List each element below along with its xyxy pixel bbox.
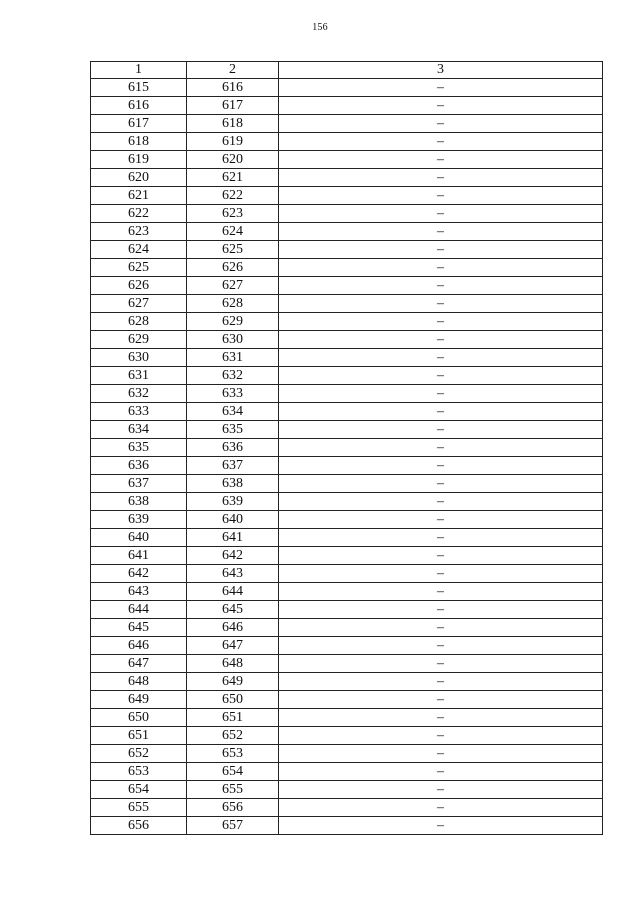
- table-cell-col-2: 655: [187, 781, 279, 799]
- table-cell-col-1: 646: [91, 637, 187, 655]
- table-cell-col-3: –: [279, 205, 603, 223]
- table-cell-col-3: –: [279, 529, 603, 547]
- table-cell-col-3: –: [279, 331, 603, 349]
- table-cell-col-2: 640: [187, 511, 279, 529]
- table-cell-col-2: 618: [187, 115, 279, 133]
- table-row: [91, 637, 603, 655]
- table-cell-col-3: –: [279, 493, 603, 511]
- column-header-3: 3: [279, 62, 603, 79]
- table-cell-col-2: 622: [187, 187, 279, 205]
- table-cell-col-1: 655: [91, 799, 187, 817]
- table-cell-col-1: 634: [91, 421, 187, 439]
- table-cell-col-1: 624: [91, 241, 187, 259]
- table-cell-col-3: –: [279, 691, 603, 709]
- table-row: [91, 133, 603, 151]
- table-cell-col-1: 656: [91, 817, 187, 835]
- table-cell-col-2: 647: [187, 637, 279, 655]
- table-cell-col-1: 643: [91, 583, 187, 601]
- table-row: [91, 205, 603, 223]
- table-cell-col-3: –: [279, 313, 603, 331]
- table-row: [91, 655, 603, 673]
- table-cell-col-3: –: [279, 673, 603, 691]
- table-cell-col-3: –: [279, 781, 603, 799]
- table-cell-col-1: 654: [91, 781, 187, 799]
- table-row: [91, 439, 603, 457]
- table-cell-col-1: 632: [91, 385, 187, 403]
- table-row: [91, 115, 603, 133]
- table-cell-col-1: 644: [91, 601, 187, 619]
- table-cell-col-1: 641: [91, 547, 187, 565]
- table-cell-col-2: 638: [187, 475, 279, 493]
- table-cell-col-1: 626: [91, 277, 187, 295]
- table-cell-col-2: 630: [187, 331, 279, 349]
- data-table: [90, 61, 603, 835]
- table-cell-col-1: 617: [91, 115, 187, 133]
- table-row: [91, 727, 603, 745]
- table-cell-col-3: –: [279, 511, 603, 529]
- table-row: [91, 745, 603, 763]
- table-cell-col-2: 624: [187, 223, 279, 241]
- table-cell-col-1: 631: [91, 367, 187, 385]
- table-cell-col-3: –: [279, 619, 603, 637]
- table-row: [91, 385, 603, 403]
- table-row: [91, 529, 603, 547]
- table-row: [91, 511, 603, 529]
- table-row: [91, 817, 603, 835]
- table-cell-col-1: 635: [91, 439, 187, 457]
- table-row: [91, 331, 603, 349]
- table-cell-col-2: 645: [187, 601, 279, 619]
- table-cell-col-3: –: [279, 277, 603, 295]
- table-cell-col-3: –: [279, 133, 603, 151]
- table-cell-col-2: 631: [187, 349, 279, 367]
- table-cell-col-1: 629: [91, 331, 187, 349]
- table-row: [91, 367, 603, 385]
- table-row: [91, 619, 603, 637]
- table-row: [91, 673, 603, 691]
- table-row: [91, 475, 603, 493]
- table-row: [91, 259, 603, 277]
- table-row: [91, 277, 603, 295]
- table-cell-col-3: –: [279, 727, 603, 745]
- table-cell-col-1: 621: [91, 187, 187, 205]
- table-row: [91, 493, 603, 511]
- table-body: [91, 79, 603, 835]
- table-cell-col-2: 637: [187, 457, 279, 475]
- table-cell-col-2: 642: [187, 547, 279, 565]
- table-cell-col-3: –: [279, 259, 603, 277]
- table-cell-col-2: 636: [187, 439, 279, 457]
- table-cell-col-3: –: [279, 385, 603, 403]
- table-cell-col-3: –: [279, 709, 603, 727]
- table-cell-col-1: 620: [91, 169, 187, 187]
- table-row: [91, 187, 603, 205]
- table-cell-col-2: 616: [187, 79, 279, 97]
- table-cell-col-3: –: [279, 475, 603, 493]
- table-row: [91, 97, 603, 115]
- table-cell-col-1: 652: [91, 745, 187, 763]
- table-cell-col-2: 621: [187, 169, 279, 187]
- table-cell-col-1: 633: [91, 403, 187, 421]
- table-cell-col-3: –: [279, 547, 603, 565]
- table-row: [91, 241, 603, 259]
- table-row: [91, 403, 603, 421]
- table-cell-col-2: 633: [187, 385, 279, 403]
- table-cell-col-2: 641: [187, 529, 279, 547]
- table-cell-col-1: 650: [91, 709, 187, 727]
- table-cell-col-1: 638: [91, 493, 187, 511]
- table-cell-col-2: 646: [187, 619, 279, 637]
- table-cell-col-3: –: [279, 763, 603, 781]
- table-cell-col-1: 615: [91, 79, 187, 97]
- table-cell-col-2: 634: [187, 403, 279, 421]
- table-cell-col-1: 642: [91, 565, 187, 583]
- table-cell-col-1: 653: [91, 763, 187, 781]
- table-row: [91, 763, 603, 781]
- table-row: [91, 313, 603, 331]
- table-row: [91, 601, 603, 619]
- table-cell-col-2: 651: [187, 709, 279, 727]
- table-row: [91, 547, 603, 565]
- table-cell-col-2: 628: [187, 295, 279, 313]
- table-cell-col-2: 626: [187, 259, 279, 277]
- table-cell-col-3: –: [279, 565, 603, 583]
- table-cell-col-3: –: [279, 349, 603, 367]
- table-row: [91, 565, 603, 583]
- table-cell-col-2: 643: [187, 565, 279, 583]
- table-cell-col-3: –: [279, 187, 603, 205]
- table-cell-col-1: 618: [91, 133, 187, 151]
- table-cell-col-2: 627: [187, 277, 279, 295]
- table-cell-col-3: –: [279, 169, 603, 187]
- table-cell-col-2: 648: [187, 655, 279, 673]
- table-cell-col-1: 628: [91, 313, 187, 331]
- table-cell-col-2: 650: [187, 691, 279, 709]
- table-cell-col-1: 630: [91, 349, 187, 367]
- table-cell-col-3: –: [279, 403, 603, 421]
- table-cell-col-1: 636: [91, 457, 187, 475]
- table-cell-col-3: –: [279, 79, 603, 97]
- table-cell-col-3: –: [279, 115, 603, 133]
- table-cell-col-3: –: [279, 817, 603, 835]
- table-cell-col-3: –: [279, 151, 603, 169]
- table-row: [91, 457, 603, 475]
- table-cell-col-3: –: [279, 439, 603, 457]
- table-cell-col-1: 637: [91, 475, 187, 493]
- table-cell-col-3: –: [279, 655, 603, 673]
- table-cell-col-1: 619: [91, 151, 187, 169]
- table-cell-col-2: 657: [187, 817, 279, 835]
- table-cell-col-2: 620: [187, 151, 279, 169]
- table-cell-col-1: 625: [91, 259, 187, 277]
- table-cell-col-3: –: [279, 223, 603, 241]
- table-row: [91, 295, 603, 313]
- table-cell-col-2: 623: [187, 205, 279, 223]
- table-row: [91, 583, 603, 601]
- table-header-row: [91, 62, 603, 79]
- table-cell-col-2: 632: [187, 367, 279, 385]
- table-cell-col-3: –: [279, 97, 603, 115]
- table-cell-col-2: 617: [187, 97, 279, 115]
- table-cell-col-1: 616: [91, 97, 187, 115]
- table-cell-col-1: 648: [91, 673, 187, 691]
- table-row: [91, 691, 603, 709]
- table-cell-col-3: –: [279, 583, 603, 601]
- table-cell-col-3: –: [279, 745, 603, 763]
- table-row: [91, 421, 603, 439]
- table-row: [91, 799, 603, 817]
- column-header-2: 2: [187, 62, 279, 79]
- table-cell-col-1: 622: [91, 205, 187, 223]
- table-cell-col-2: 625: [187, 241, 279, 259]
- column-header-1: 1: [91, 62, 187, 79]
- table-cell-col-2: 652: [187, 727, 279, 745]
- table-cell-col-1: 645: [91, 619, 187, 637]
- table-row: [91, 151, 603, 169]
- table-cell-col-3: –: [279, 295, 603, 313]
- table-cell-col-2: 656: [187, 799, 279, 817]
- table-cell-col-2: 654: [187, 763, 279, 781]
- table-cell-col-3: –: [279, 457, 603, 475]
- table-cell-col-3: –: [279, 421, 603, 439]
- table-row: [91, 349, 603, 367]
- table-cell-col-1: 640: [91, 529, 187, 547]
- table-cell-col-2: 653: [187, 745, 279, 763]
- table-cell-col-1: 649: [91, 691, 187, 709]
- page-number: 156: [312, 22, 328, 33]
- table-cell-col-3: –: [279, 241, 603, 259]
- table-cell-col-2: 649: [187, 673, 279, 691]
- table-cell-col-3: –: [279, 799, 603, 817]
- table-cell-col-2: 629: [187, 313, 279, 331]
- table-cell-col-2: 639: [187, 493, 279, 511]
- table-cell-col-3: –: [279, 601, 603, 619]
- table-cell-col-3: –: [279, 637, 603, 655]
- table-cell-col-1: 627: [91, 295, 187, 313]
- table-row: [91, 223, 603, 241]
- table-row: [91, 709, 603, 727]
- table-cell-col-2: 635: [187, 421, 279, 439]
- table-cell-col-1: 651: [91, 727, 187, 745]
- table-cell-col-2: 619: [187, 133, 279, 151]
- table-cell-col-1: 639: [91, 511, 187, 529]
- table-cell-col-2: 644: [187, 583, 279, 601]
- table-cell-col-1: 623: [91, 223, 187, 241]
- table-row: [91, 79, 603, 97]
- table-row: [91, 169, 603, 187]
- table-cell-col-1: 647: [91, 655, 187, 673]
- table-row: [91, 781, 603, 799]
- table-cell-col-3: –: [279, 367, 603, 385]
